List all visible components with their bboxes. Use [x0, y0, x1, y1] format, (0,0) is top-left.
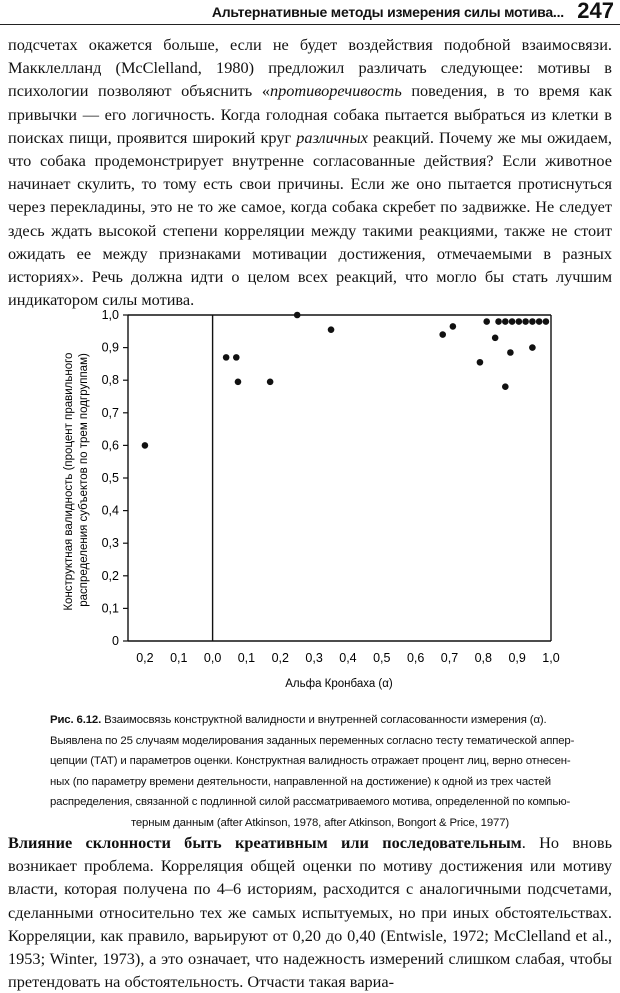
figure-caption [50, 710, 590, 833]
data-point [142, 442, 149, 449]
x-tick-label: 0,9 [508, 651, 526, 665]
data-point [502, 318, 509, 325]
y-axis-label-line-2: распределения субъектов по трем подгруппам) [78, 353, 90, 607]
emphasis-text: противоречивость [269, 81, 402, 101]
x-tick-label: 0,1 [170, 651, 188, 665]
body-paragraph-2 [8, 831, 612, 993]
x-tick-label: 0,5 [373, 651, 391, 665]
paragraph-text: реакций. Почему же мы ожидаем, что собака продемонстрирует внутренне согласованные действия? Если животное начинает скулить, то тому есть свои причины. Если же оно пытается протиснуться через перекладины, это не то же самое, когда собака скребет по задвижке. Не следует здесь ждать высокой степени корреляции между такими реакциями, также не стоит ожидать ее между признаками мотивации достижения, отмечаемыми в разных историях». Речь должна идти о целом всех реакций, что могло бы стать лучшим индикатором силы мотива. [8, 127, 612, 310]
caption-line: терным данным (after Atkinson, 1978, after Atkinson, Bongort & Price, 1977) [130, 816, 510, 829]
data-point [529, 318, 536, 325]
x-tick-label: 0,4 [339, 651, 357, 665]
running-title: Альтернативные методы измерения силы мотива... [211, 4, 564, 20]
x-tick-label: 0,2 [136, 651, 154, 665]
y-tick-label: 0,9 [101, 340, 119, 355]
data-point [543, 318, 550, 325]
x-tick-label: 0,7 [440, 651, 459, 665]
x-tick-label: 0,3 [305, 651, 323, 665]
data-point [507, 349, 514, 356]
x-axis-label: Альфа Кронбаха (α) [285, 678, 393, 690]
body-paragraph-1 [8, 33, 612, 311]
x-tick-label: 0,0 [203, 651, 222, 665]
scatter-chart [0, 295, 620, 695]
y-tick-label: 1,0 [101, 308, 119, 322]
paragraph-text: . Но вновь возникает проблема. Корреляция общей оценки по мотиву достижения или мотиву власти, которая получена по 4–6 историям, расходится с аналогичными подсчетами, сделанными относительно тех же самых испытуемых, но при иных обстоятельствах. Корреляции, как правило, варьируют от 0,20 до 0,40 (Entwisle, 1972; McClelland et al., 1953; Winter, 1973), а это означает, что надежность измерений слишком слабая, чтобы претендовать на обстоятельность. Отчасти такая вариа- [8, 833, 612, 992]
emphasis-text: различных [296, 127, 368, 147]
x-tick-label: 0,6 [406, 651, 425, 665]
data-point [502, 383, 509, 390]
page-number: 247 [577, 0, 614, 23]
data-point [516, 318, 523, 325]
data-point [492, 335, 499, 342]
page-header [0, 0, 620, 25]
y-tick-label: 0,3 [101, 536, 119, 551]
data-point [509, 318, 516, 325]
data-point [483, 318, 490, 325]
caption-label: Рис. 6.12. [50, 714, 102, 726]
y-tick-label: 0,6 [101, 438, 119, 453]
data-point [223, 354, 230, 361]
x-tick-label: 0,1 [237, 651, 256, 665]
y-axis-label [63, 349, 90, 610]
data-point [495, 318, 502, 325]
y-tick-label: 0 [112, 634, 119, 648]
x-tick-label: 0,2 [271, 651, 289, 665]
caption-line: ных (по параметру времени деятельности, направленной на достижение) к одной из трех частей [50, 775, 551, 788]
y-tick-label: 0,4 [101, 503, 119, 518]
data-point [536, 318, 543, 325]
data-point [235, 379, 242, 386]
y-tick-label: 0,7 [101, 405, 119, 420]
paragraph-text: поведения, в то время как привычки — его логичность. Когда голодная собака пытается выбраться из клетки в поисках пищи, проявится широкий круг [8, 81, 613, 147]
data-point [267, 379, 274, 386]
caption-line: Выявлена по 25 случаям моделирования заданных переменных согласно тесту тематической аппер- [50, 734, 575, 747]
data-point [522, 318, 529, 325]
y-tick-label: 0,2 [101, 568, 119, 583]
data-point [328, 326, 335, 333]
data-point [450, 323, 457, 330]
y-axis-label-line-1: Конструктная валидность (процент правильного [63, 352, 75, 611]
data-point [477, 359, 484, 366]
data-point [233, 354, 240, 361]
x-tick-label: 1,0 [542, 651, 560, 665]
data-point [294, 312, 301, 319]
data-point [529, 344, 536, 351]
data-point [439, 331, 446, 338]
y-tick-label: 0,8 [101, 373, 119, 388]
y-tick-label: 0,5 [101, 471, 119, 485]
paragraph-text: подсчетах окажется больше, если не будет воздействия подобной взаимосвязи. Макклелланд (McClelland, 1980) предложил различать следующее: мотивы в психологии позволяют объяснить « [8, 35, 612, 101]
caption-line: распределения, связанной с подлинной силой рассматриваемого мотива, определенной по компью- [50, 796, 571, 808]
caption-line: цепции (ТАТ) и параметров оценки. Конструктная валидность отражает процент лиц, верно отнесен- [50, 755, 571, 767]
caption-line: Взаимосвязь конструктной валидности и внутренней согласованности измерения (α). [101, 714, 547, 726]
x-tick-label: 0,8 [474, 651, 493, 665]
section-heading: Влияние склонности быть креативным или последовательным [8, 833, 522, 852]
y-tick-label: 0,1 [101, 601, 119, 616]
